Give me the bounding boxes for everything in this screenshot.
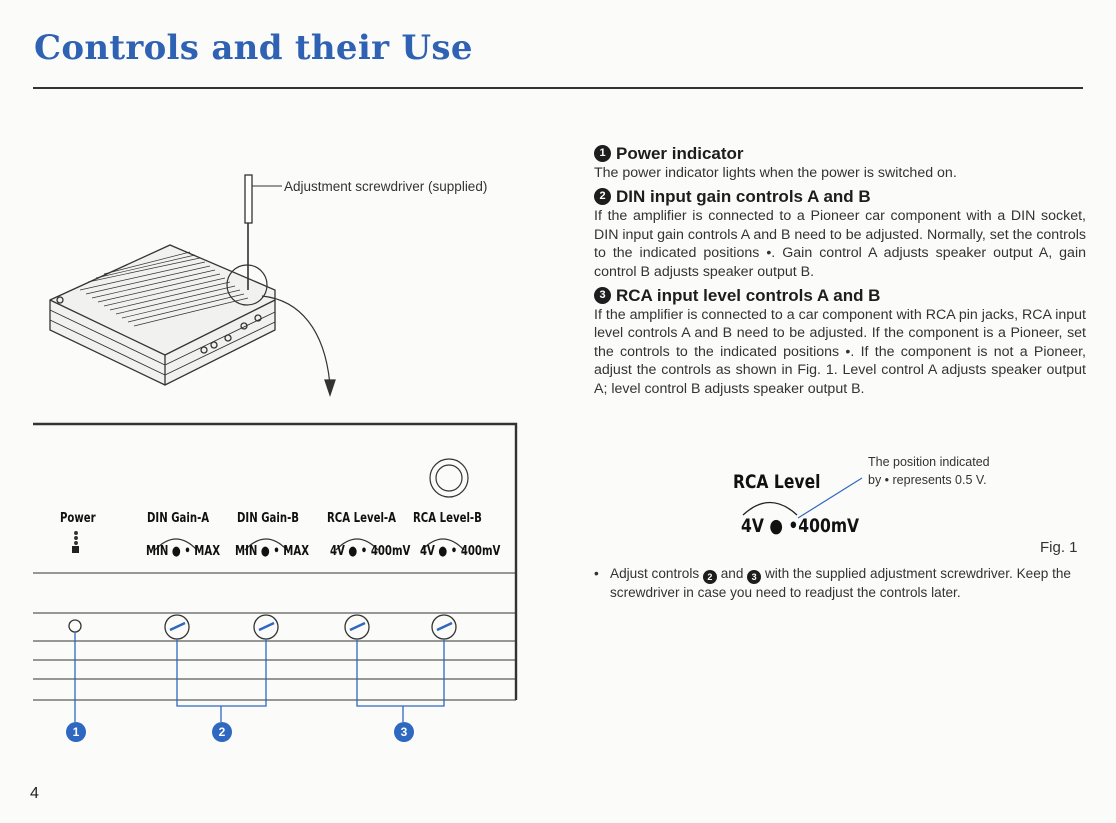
bullet-text-part: Adjust controls	[610, 566, 700, 581]
label-rca-level-b: RCA Level-B	[413, 511, 482, 526]
section-title: Power indicator	[616, 144, 744, 163]
range-rca-b: 4V ● • 400mV	[420, 544, 501, 559]
section-body: The power indicator lights when the power is switched on.	[594, 165, 957, 181]
section-title: DIN input gain controls A and B	[616, 187, 871, 207]
fig-rca-level-title: RCA Level	[733, 471, 821, 493]
callout-1: 1	[66, 722, 86, 742]
range-rca-a: 4V ● • 400mV	[330, 544, 411, 559]
section-heading	[594, 285, 1086, 306]
section-rca-level	[594, 285, 1086, 398]
fig-note-line-1: The position indicated	[868, 455, 990, 469]
section-heading	[594, 143, 1086, 164]
section-power-indicator	[594, 143, 1086, 182]
amplifier-diagram	[0, 0, 600, 760]
controls-description	[594, 143, 1086, 402]
section-body: If the amplifier is connected to a Pioneer car component with a DIN socket, DIN input gain controls A and B need to be adjusted. Normally, set the controls to the indicated positions •. Gain control A adjusts speaker output A, gain control B adjusts speaker output B.	[594, 208, 1086, 280]
callout-3: 3	[394, 722, 414, 742]
label-din-gain-a: DIN Gain-A	[147, 511, 210, 526]
ref-2: 2	[703, 570, 717, 584]
adjust-note	[594, 565, 1086, 602]
bullet-marker: •	[594, 566, 599, 581]
section-din-gain	[594, 186, 1086, 281]
bullet-text	[610, 565, 1086, 602]
bullet-text-part: with the supplied adjustment screwdriver. Keep the screwdriver in case you need to readjust the controls later.	[610, 566, 1071, 600]
fig-label: Fig. 1	[1040, 539, 1078, 556]
section-heading	[594, 186, 1086, 207]
fig-note-line-2: by • represents 0.5 V.	[868, 473, 987, 487]
ref-3: 3	[747, 570, 761, 584]
label-power: Power	[60, 511, 96, 526]
page-number: 4	[30, 785, 39, 802]
label-rca-level-a: RCA Level-A	[327, 511, 396, 526]
section-number: 2	[594, 188, 611, 205]
label-din-gain-b: DIN Gain-B	[237, 511, 300, 526]
range-din-b: MIN ● • MAX	[235, 544, 310, 559]
bullet-text-part: and	[720, 566, 744, 581]
range-din-a: MIN ● • MAX	[146, 544, 221, 559]
section-number: 1	[594, 145, 611, 162]
fig-note	[868, 453, 990, 489]
section-body: If the amplifier is connected to a car component with RCA pin jacks, RCA input level controls A and B need to be adjusted. If the component is a Pioneer, set the controls to the indicated positions •. If the component is not a Pioneer, adjust the controls as shown in Fig. 1. Level control A adjusts speaker output A; level control B adjusts speaker output B.	[594, 307, 1086, 397]
fig-rca-level-values: 4V ● •400mV	[741, 515, 860, 537]
section-number: 3	[594, 287, 611, 304]
callout-2: 2	[212, 722, 232, 742]
section-title: RCA input level controls A and B	[616, 286, 881, 306]
screwdriver-label: Adjustment screwdriver (supplied)	[284, 179, 488, 194]
page-title: Controls and their Use	[34, 28, 473, 68]
